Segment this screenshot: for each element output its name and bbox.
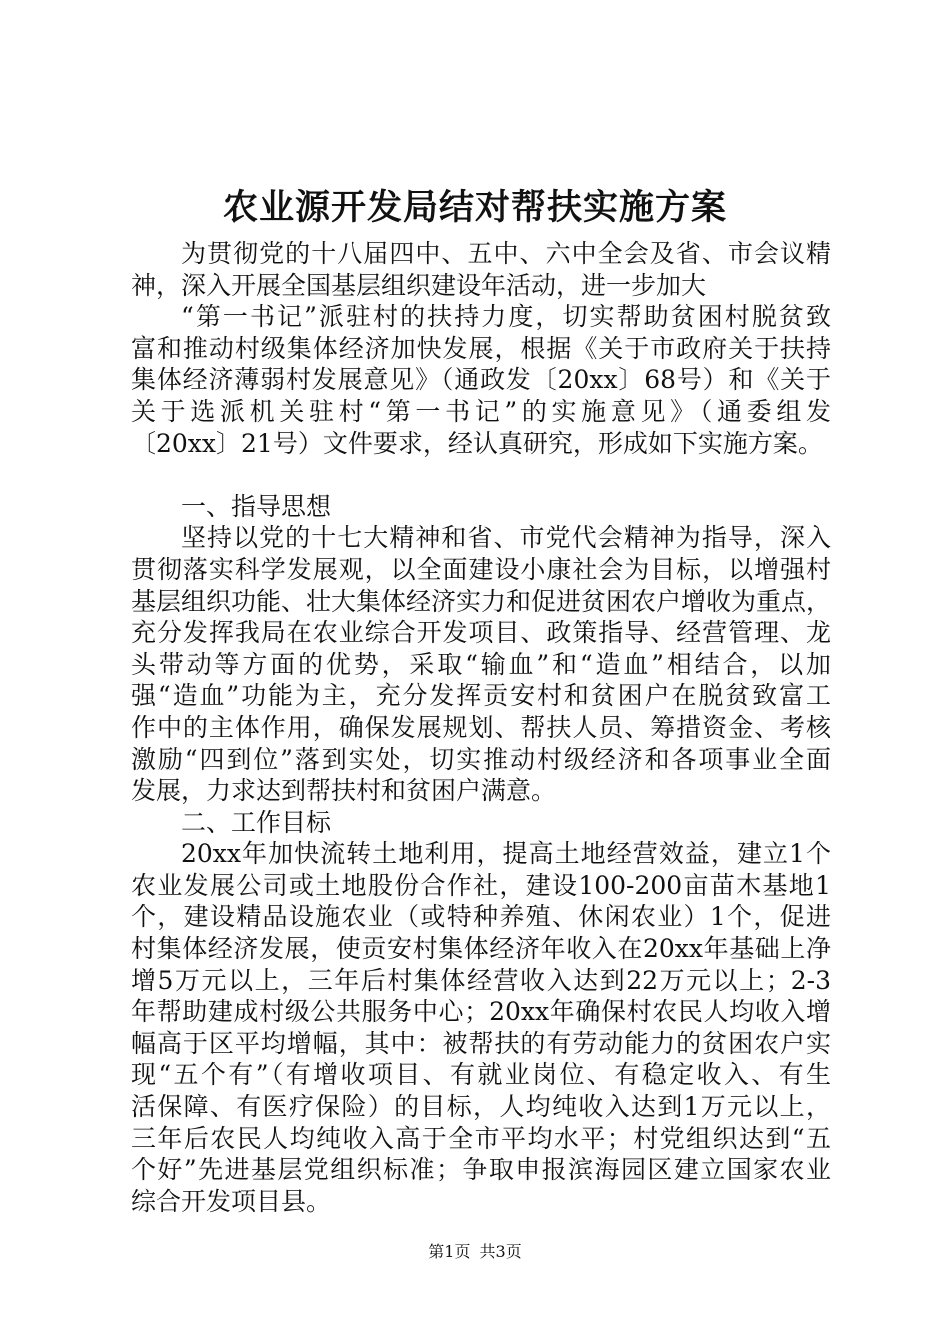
page-total: 共3页	[479, 1242, 522, 1261]
paragraph-line: 发展，力求达到帮扶村和贫困户满意。	[131, 776, 557, 806]
paragraph-line: 活保障、有医疗保险）的目标，人均纯收入达到1万元以上，	[131, 1092, 831, 1122]
section-heading: 一、指导思想	[181, 491, 332, 521]
paragraph-line: 三年后农民人均纯收入高于全市平均水平；村党组织达到“五	[131, 1123, 831, 1153]
document-title: 农业源开发局结对帮扶实施方案	[222, 187, 727, 228]
paragraph-line: 头带动等方面的优势，采取“输血”和“造血”相结合，以加	[131, 649, 831, 679]
paragraph-line: 幅高于区平均增幅，其中：被帮扶的有劳动能力的贫困农户实	[131, 1028, 831, 1058]
paragraph-line: 集体经济薄弱村发展意见》（通政发〔20xx〕68号）和《关于	[131, 365, 831, 395]
blank-line	[131, 459, 831, 491]
paragraph-line: 综合开发项目县。	[131, 1186, 332, 1216]
section-heading: 二、工作目标	[181, 807, 332, 837]
paragraph-line: 个好”先进基层党组织标准；争取申报滨海园区建立国家农业	[131, 1155, 831, 1185]
paragraph-line: 作中的主体作用，确保发展规划、帮扶人员、筹措资金、考核	[131, 712, 831, 742]
paragraph-line: 激励“四到位”落到实处，切实推动村级经济和各项事业全面	[131, 744, 831, 774]
paragraph-line: 农业发展公司或土地股份合作社，建设100-200亩苗木基地1	[131, 870, 831, 900]
paragraph-line: “第一书记”派驻村的扶持力度，切实帮助贫困村脱贫致	[181, 302, 831, 332]
paragraph-line: 村集体经济发展，使贡安村集体经济年收入在20xx年基础上净	[131, 934, 831, 964]
paragraph-line: 充分发挥我局在农业综合开发项目、政策指导、经营管理、龙	[131, 618, 831, 648]
paragraph-line: 贯彻落实科学发展观，以全面建设小康社会为目标，以增强村	[131, 554, 831, 584]
paragraph-line: 〔20xx〕21号）文件要求，经认真研究，形成如下实施方案。	[131, 428, 823, 458]
paragraph-line: 强“造血”功能为主，充分发挥贡安村和贫困户在脱贫致富工	[131, 681, 831, 711]
paragraph-line: 关于选派机关驻村“第一书记”的实施意见》（通委组发	[131, 396, 831, 426]
paragraph-line: 现“五个有”（有增收项目、有就业岗位、有稳定收入、有生	[131, 1060, 831, 1090]
paragraph-line: 富和推动村级集体经济加快发展，根据《关于市政府关于扶持	[131, 333, 831, 363]
document-body	[131, 238, 831, 1217]
paragraph-line: 年帮助建成村级公共服务中心；20xx年确保村农民人均收入增	[131, 997, 831, 1027]
paragraph-line: 坚持以党的十七大精神和省、市党代会精神为指导，深入	[181, 523, 831, 553]
paragraph-line: 为贯彻党的十八届四中、五中、六中全会及省、市会议精	[181, 239, 831, 268]
paragraph-line: 基层组织功能、壮大集体经济实力和促进贫困农户增收为重点，	[131, 586, 831, 616]
page-number: 第1页	[428, 1242, 471, 1261]
paragraph-line: 20xx年加快流转土地利用，提高土地经营效益，建立1个	[181, 839, 831, 869]
page-footer	[0, 1242, 950, 1262]
paragraph-line: 增5万元以上，三年后村集体经营收入达到22万元以上；2-3	[131, 965, 831, 995]
paragraph-line: 神，深入开展全国基层组织建设年活动，进一步加大	[131, 270, 707, 300]
paragraph-line: 个，建设精品设施农业（或特种养殖、休闲农业）1个，促进	[131, 902, 831, 932]
